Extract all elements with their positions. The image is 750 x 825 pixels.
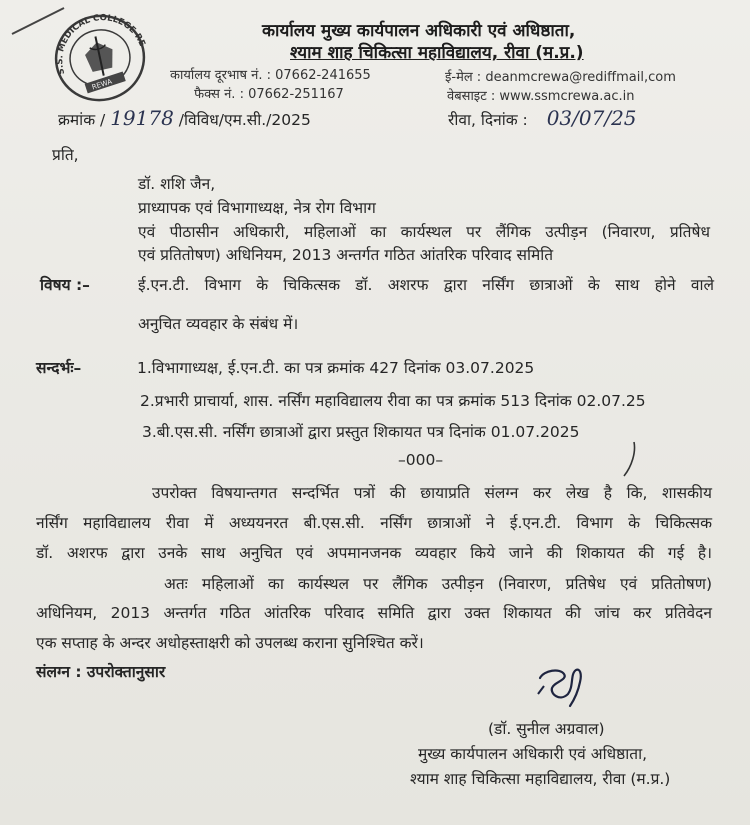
divider-mark: –000– xyxy=(398,451,444,469)
handwritten-number: 19178 xyxy=(110,106,174,130)
signatory-institution: श्याम शाह चिकित्सा महाविद्यालय, रीवा (म.प्र.) xyxy=(410,770,671,788)
phone-line xyxy=(170,65,371,83)
date-label: रीवा, दिनांक : xyxy=(448,111,528,129)
email-label: ई-मेल : xyxy=(445,70,482,85)
seal-text-top: S.S. MEDICAL COLLEGE REWA xyxy=(55,13,147,76)
recipient-line2: एवं पीठासीन अधिकारी, महिलाओं का कार्यस्थल पर लैंगिक उत्पीड़न (निवारण, प्रतिषेध xyxy=(138,223,710,241)
reference-item-3: 3.बी.एस.सी. नर्सिंग छात्राओं द्वारा प्रस्तुत शिकायत पत्र दिनांक 01.07.2025 xyxy=(142,423,580,441)
kramank-suffix: /विविध/एम.सी./2025 xyxy=(178,111,311,129)
email-address: deanmcrewa@rediffmail,com xyxy=(485,70,676,85)
signature-icon xyxy=(530,664,590,710)
corner-mark-icon xyxy=(8,0,68,40)
fax-label: फैक्स नं. : xyxy=(194,87,244,102)
website-url: www.ssmcrewa.ac.in xyxy=(499,89,635,104)
prati: प्रति, xyxy=(52,146,79,164)
kramank-label: क्रमांक / xyxy=(58,111,106,129)
para1-line3: डॉ. अशरफ द्वारा उनके साथ अनुचित एवं अपमानजनक व्यवहार किये जाने की शिकायत की गई है। xyxy=(36,544,712,562)
handwritten-date: 03/07/25 xyxy=(546,106,637,130)
fax-line xyxy=(170,84,344,102)
website-label: वेबसाइट : xyxy=(447,89,496,104)
para1-line1: उपरोक्त विषयान्तगत सन्दर्भित पत्रों की छायाप्रति संलग्न कर लेख है कि, शासकीय xyxy=(152,484,712,502)
para2-line3: एक सप्ताह के अन्दर अधोहस्ताक्षरी को उपलब्ध कराना सुनिश्चित करें। xyxy=(36,634,424,652)
fax-number: 07662-251167 xyxy=(248,87,344,102)
college-name: श्याम शाह चिकित्सा महाविद्यालय, रीवा (म.प्र.) xyxy=(290,43,584,63)
para2-line2: अधिनियम, 2013 अन्तर्गत गठित आंतरिक परिवाद समिति द्वारा उक्त शिकायत की जांच कर प्रतिवेदन xyxy=(36,604,712,622)
reference-number-line xyxy=(58,106,311,130)
reference-item-1: 1.विभागाध्यक्ष, ई.एन.टी. का पत्र क्रमांक 427 दिनांक 03.07.2025 xyxy=(137,359,535,377)
enclosure-note: संलग्न : उपरोक्तानुसार xyxy=(36,663,166,681)
date-line xyxy=(448,106,637,130)
pen-mark-icon xyxy=(620,440,644,480)
para2-line1: अतः महिलाओं का कार्यस्थल पर लैंगिक उत्पीड़न (निवारण, प्रतिषेध एवं प्रतितोषण) xyxy=(164,575,712,593)
reference-label: सन्दर्भः– xyxy=(36,359,82,377)
subject-label: विषय :– xyxy=(40,276,90,294)
subject-line2: अनुचित व्यवहार के संबंध में। xyxy=(138,315,299,333)
website-line xyxy=(447,86,634,104)
para1-line2: नर्सिंग महाविद्यालय रीवा में अध्ययनरत बी.एस.सी. नर्सिंग छात्राओं ने ई.एन.टी. विभाग के चिकित्सक xyxy=(36,514,712,532)
phone-number: 07662-241655 xyxy=(275,68,371,83)
signatory-designation: मुख्य कार्यपालन अधिकारी एवं अधिष्ठाता, xyxy=(418,745,648,763)
email-line xyxy=(445,67,676,85)
subject-line1: ई.एन.टी. विभाग के चिकित्सक डॉ. अशरफ द्वारा नर्सिंग छात्राओं के साथ होने वाले xyxy=(138,276,714,294)
recipient-line3: एवं प्रतितोषण) अधिनियम, 2013 अन्तर्गत गठित आंतरिक परिवाद समिति xyxy=(138,246,554,264)
recipient-line1: प्राध्यापक एवं विभागाध्यक्ष, नेत्र रोग विभाग xyxy=(138,199,376,217)
recipient-name: डॉ. शशि जैन, xyxy=(138,175,216,193)
office-title: कार्यालय मुख्य कार्यपालन अधिकारी एवं अधिष्ठाता, xyxy=(262,21,576,41)
phone-label: कार्यालय दूरभाष नं. : xyxy=(170,68,271,83)
reference-item-2: 2.प्रभारी प्राचार्या, शास. नर्सिंग महाविद्यालय रीवा का पत्र क्रमांक 513 दिनांक 02.07.25 xyxy=(140,392,646,410)
seal-text-bottom: REWA xyxy=(90,77,114,92)
signatory-name: (डॉ. सुनील अग्रवाल) xyxy=(488,720,605,738)
